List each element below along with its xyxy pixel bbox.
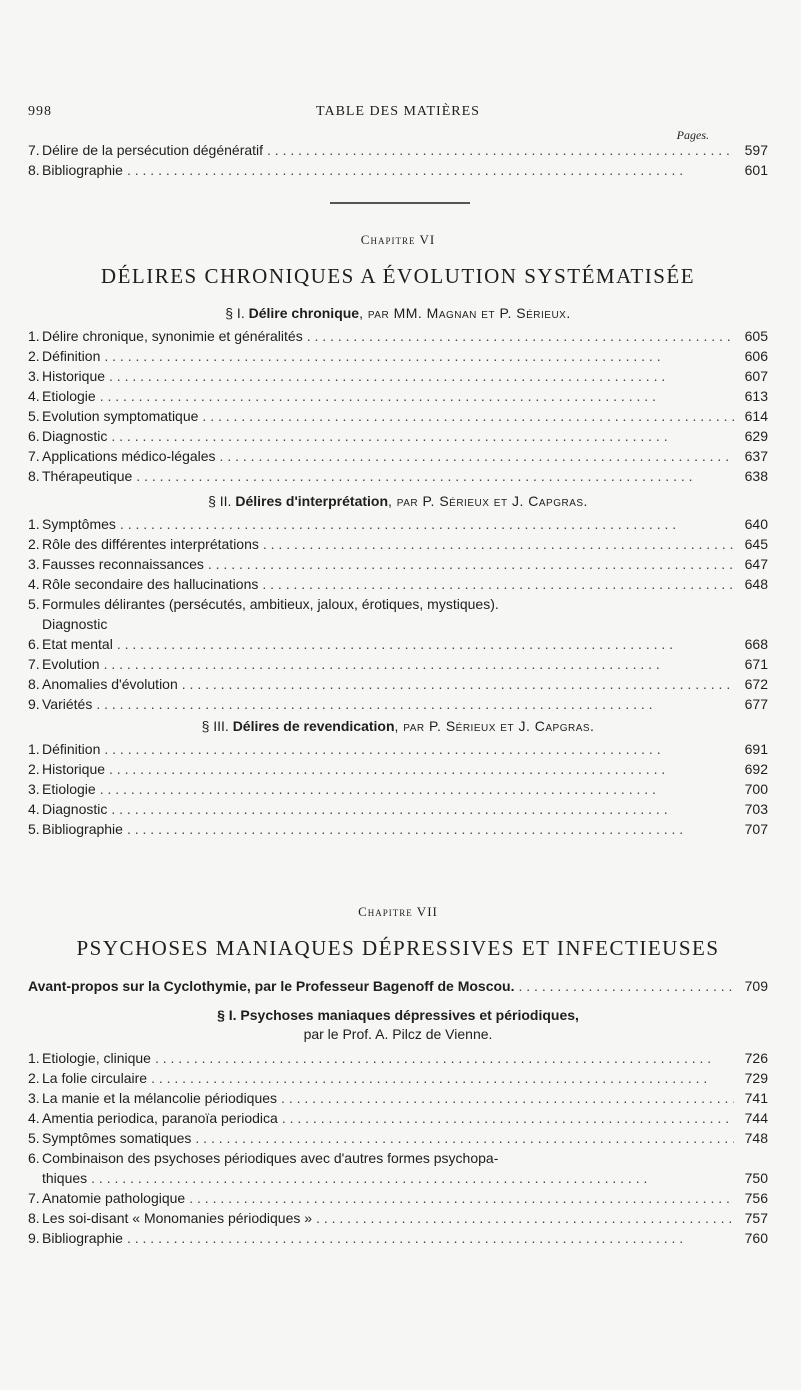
leader-dots <box>151 1068 734 1088</box>
toc-entry <box>28 326 768 346</box>
page-number: 998 <box>28 104 52 119</box>
running-title: TABLE DES MATIÈRES <box>316 104 480 119</box>
leader-dots <box>316 1208 734 1228</box>
toc-entry <box>28 1148 768 1168</box>
toc-list-6-2 <box>28 514 768 714</box>
toc-entry-page: 760 <box>744 1230 768 1246</box>
toc-entry-number: 5. <box>28 596 40 612</box>
toc-entry-page: 757 <box>744 1210 768 1226</box>
section-title-line1: § I. Psychoses maniaques dépressives et périodiques, <box>217 1007 579 1023</box>
toc-entry <box>28 466 768 486</box>
toc-entry-label: Définition <box>42 741 101 757</box>
toc-list-top <box>28 140 768 180</box>
toc-entry-label: Historique <box>42 368 106 384</box>
toc-entry-number: 1. <box>28 1050 40 1066</box>
toc-entry-label: Amentia periodica, paranoïa periodica <box>42 1110 278 1126</box>
toc-entry-page: 677 <box>744 696 768 712</box>
toc-entry-number: 3. <box>28 781 40 797</box>
toc-entry-number: 6. <box>28 428 40 444</box>
toc-entry-label: Historique <box>42 761 106 777</box>
toc-entry-number: 7. <box>28 656 40 672</box>
toc-entry-label: Avant-propos sur la Cyclothymie, par le Professeur Bagenoff de Moscou. <box>28 978 515 994</box>
toc-entry-label: Combinaison des psychoses périodiques avec d'autres formes psychopa- <box>42 1150 499 1166</box>
section-authors: , par P. Sérieux et J. Capgras. <box>394 718 595 734</box>
toc-entry-page: 703 <box>744 801 768 817</box>
toc-entry-label: Etat mental <box>42 636 113 652</box>
toc-entry <box>28 976 768 996</box>
toc-entry-number: 2. <box>28 761 40 777</box>
toc-entry-number: 5. <box>28 408 40 424</box>
leader-dots <box>111 799 734 819</box>
toc-entry-page: 729 <box>744 1070 768 1086</box>
leader-dots <box>109 366 734 386</box>
toc-entry-label: Symptômes somatiques <box>42 1130 192 1146</box>
toc-entry-page: 707 <box>744 821 768 837</box>
toc-entry-label: Délire de la persécution dégénératif <box>42 142 264 158</box>
toc-entry-number: 4. <box>28 801 40 817</box>
toc-entry-label: Rôle des différentes interprétations <box>42 536 259 552</box>
leader-dots <box>189 1188 734 1208</box>
leader-dots <box>120 514 734 534</box>
leader-dots <box>307 326 734 346</box>
section-6-3-heading <box>28 717 768 736</box>
toc-entry-number: 2. <box>28 536 40 552</box>
toc-entry-number: 9. <box>28 696 40 712</box>
toc-entry <box>28 634 768 654</box>
toc-entry-number: 4. <box>28 1110 40 1126</box>
avant-propos <box>28 976 768 996</box>
section-prefix: § II. <box>208 493 232 509</box>
toc-entry-page: 613 <box>744 388 768 404</box>
section-prefix: § I. <box>225 305 245 321</box>
toc-entry-page: 640 <box>744 516 768 532</box>
leader-dots <box>262 574 734 594</box>
leader-dots <box>208 554 734 574</box>
toc-entry-page: 668 <box>744 636 768 652</box>
leader-dots <box>518 976 734 996</box>
toc-entry-page: 606 <box>744 348 768 364</box>
chapter-6-heading: Chapitre VI <box>360 232 436 247</box>
chapter-6-title: DÉLIRES CHRONIQUES A ÉVOLUTION SYSTÉMATISÉE <box>100 264 696 288</box>
toc-entry-page: 726 <box>744 1050 768 1066</box>
leader-dots <box>267 140 734 160</box>
leader-dots <box>91 1168 734 1188</box>
toc-entry-page: 756 <box>744 1190 768 1206</box>
toc-entry <box>28 779 768 799</box>
toc-entry <box>28 1068 768 1088</box>
toc-entry-number: 3. <box>28 1090 40 1106</box>
leader-dots <box>104 346 734 366</box>
toc-entry <box>28 1088 768 1108</box>
toc-entry-number: 6. <box>28 636 40 652</box>
toc-entry-label: Rôle secondaire des hallucinations <box>42 576 259 592</box>
toc-entry <box>28 799 768 819</box>
toc-entry <box>28 514 768 534</box>
chapter-7-heading: Chapitre VII <box>358 904 438 919</box>
toc-entry <box>28 739 768 759</box>
toc-entry-label: Bibliographie <box>42 1230 123 1246</box>
toc-entry-label: Délire chronique, synonimie et généralités <box>42 328 303 344</box>
toc-entry <box>28 1128 768 1148</box>
leader-dots <box>117 634 734 654</box>
section-authors: , par MM. Magnan et P. Sérieux. <box>359 305 571 321</box>
section-authors: , par P. Sérieux et J. Capgras. <box>388 493 588 509</box>
toc-entry-number: 7. <box>28 448 40 464</box>
leader-dots <box>127 1228 734 1248</box>
leader-dots <box>136 466 734 486</box>
toc-entry-number: 4. <box>28 388 40 404</box>
section-title: Délires de revendication <box>232 718 395 734</box>
toc-entry <box>28 1168 768 1188</box>
toc-entry-label: Diagnostic <box>42 616 108 632</box>
toc-entry-label: La manie et la mélancolie périodiques <box>42 1090 278 1106</box>
toc-entry <box>28 654 768 674</box>
toc-entry-number: 3. <box>28 368 40 384</box>
toc-entry <box>28 140 768 160</box>
leader-dots <box>127 819 734 839</box>
toc-entry-number: 6. <box>28 1150 40 1166</box>
toc-entry-number: 8. <box>28 162 40 178</box>
toc-entry <box>28 386 768 406</box>
leader-dots <box>202 406 734 426</box>
toc-entry <box>28 406 768 426</box>
toc-entry-page: 750 <box>744 1170 768 1186</box>
toc-entry-label: Fausses reconnaissances <box>42 556 204 572</box>
leader-dots <box>111 426 734 446</box>
toc-list-6-3 <box>28 739 768 839</box>
toc-entry <box>28 1228 768 1248</box>
toc-entry <box>28 346 768 366</box>
toc-entry-page: 709 <box>744 978 768 994</box>
toc-entry-label: Variétés <box>42 696 93 712</box>
section-title: Délire chronique <box>248 305 360 321</box>
toc-entry-page: 638 <box>744 468 768 484</box>
toc-list-7-1 <box>28 1048 768 1248</box>
toc-entry-label: Evolution <box>42 656 100 672</box>
toc-entry-label: Applications médico-légales <box>42 448 216 464</box>
toc-entry-label: Formules délirantes (persécutés, ambitieux, jaloux, érotiques, mystiques). <box>42 596 499 612</box>
leader-dots <box>96 694 734 714</box>
toc-entry-page: 605 <box>744 328 768 344</box>
toc-entry-label: Les soi-disant « Monomanies périodiques » <box>42 1210 313 1226</box>
toc-entry-label: Symptômes <box>42 516 116 532</box>
toc-entry <box>28 1208 768 1228</box>
toc-entry-page: 741 <box>744 1090 768 1106</box>
toc-entry <box>28 554 768 574</box>
leader-dots <box>104 739 734 759</box>
toc-entry-page: 629 <box>744 428 768 444</box>
section-6-2-heading <box>28 492 768 511</box>
toc-entry <box>28 534 768 554</box>
leader-dots <box>100 779 734 799</box>
toc-entry-page: 614 <box>744 408 768 424</box>
toc-entry-label: Etiologie <box>42 781 96 797</box>
toc-entry <box>28 759 768 779</box>
toc-entry-page: 692 <box>744 761 768 777</box>
toc-entry-page: 645 <box>744 536 768 552</box>
toc-entry-label: Anomalies d'évolution <box>42 676 178 692</box>
toc-entry <box>28 160 768 180</box>
toc-entry-page: 597 <box>744 142 768 158</box>
toc-entry-label: Etiologie <box>42 388 96 404</box>
toc-entry-label: Etiologie, clinique <box>42 1050 151 1066</box>
toc-entry-number: 9. <box>28 1230 40 1246</box>
toc-entry <box>28 614 768 634</box>
toc-entry-page: 607 <box>744 368 768 384</box>
section-title: Délires d'interprétation <box>235 493 389 509</box>
toc-entry <box>28 1188 768 1208</box>
toc-entry-page: 691 <box>744 741 768 757</box>
toc-entry-label: thiques <box>42 1170 88 1186</box>
toc-entry-label: Diagnostic <box>42 801 108 817</box>
leader-dots <box>100 386 734 406</box>
pages-column-label: Pages. <box>676 128 709 142</box>
leader-dots <box>109 759 734 779</box>
toc-entry-number: 8. <box>28 1210 40 1226</box>
toc-entry-number: 1. <box>28 516 40 532</box>
toc-entry-page: 748 <box>744 1130 768 1146</box>
toc-entry-label: Evolution symptomatique <box>42 408 199 424</box>
toc-entry-page: 637 <box>744 448 768 464</box>
toc-entry-number: 1. <box>28 741 40 757</box>
leader-dots <box>282 1108 734 1128</box>
toc-entry-label: Thérapeutique <box>42 468 133 484</box>
toc-entry-number: 7. <box>28 142 40 158</box>
toc-entry <box>28 426 768 446</box>
toc-entry <box>28 674 768 694</box>
toc-entry-page: 648 <box>744 576 768 592</box>
toc-entry-page: 744 <box>744 1110 768 1126</box>
leader-dots <box>220 446 734 466</box>
toc-entry <box>28 694 768 714</box>
toc-entry <box>28 446 768 466</box>
toc-entry-label: Anatomie pathologique <box>42 1190 186 1206</box>
section-6-1-heading <box>28 304 768 323</box>
toc-entry <box>28 366 768 386</box>
leader-dots <box>263 534 734 554</box>
section-authors-line2: par le Prof. A. Pilcz de Vienne. <box>303 1026 493 1042</box>
toc-entry-number: 2. <box>28 348 40 364</box>
toc-entry-number: 5. <box>28 1130 40 1146</box>
toc-entry <box>28 819 768 839</box>
leader-dots <box>155 1048 734 1068</box>
toc-entry-number: 2. <box>28 1070 40 1086</box>
toc-entry-label: Bibliographie <box>42 162 123 178</box>
leader-dots <box>104 654 734 674</box>
leader-dots <box>195 1128 734 1148</box>
section-7-1-heading <box>28 1006 768 1044</box>
toc-entry-label: Diagnostic <box>42 428 108 444</box>
toc-entry <box>28 574 768 594</box>
chapter-7-title: PSYCHOSES MANIAQUES DÉPRESSIVES ET INFECTIEUSES <box>76 936 720 960</box>
toc-entry-number: 7. <box>28 1190 40 1206</box>
toc-entry-page: 700 <box>744 781 768 797</box>
toc-entry-number: 5. <box>28 821 40 837</box>
chapter-separator-rule <box>330 202 470 204</box>
toc-entry-label: Définition <box>42 348 101 364</box>
toc-list-6-1 <box>28 326 768 486</box>
leader-dots <box>182 674 734 694</box>
toc-entry-page: 601 <box>744 162 768 178</box>
toc-entry-number: 8. <box>28 676 40 692</box>
toc-entry-page: 647 <box>744 556 768 572</box>
toc-entry-page: 671 <box>744 656 768 672</box>
toc-entry <box>28 594 768 614</box>
toc-entry <box>28 1108 768 1128</box>
toc-entry <box>28 1048 768 1068</box>
toc-entry-label: Bibliographie <box>42 821 123 837</box>
leader-dots <box>281 1088 734 1108</box>
toc-entry-page: 672 <box>744 676 768 692</box>
toc-entry-number: 8. <box>28 468 40 484</box>
toc-entry-number: 1. <box>28 328 40 344</box>
section-prefix: § III. <box>201 718 229 734</box>
toc-entry-label: La folie circulaire <box>42 1070 148 1086</box>
leader-dots <box>127 160 734 180</box>
toc-entry-number: 4. <box>28 576 40 592</box>
toc-entry-number: 3. <box>28 556 40 572</box>
